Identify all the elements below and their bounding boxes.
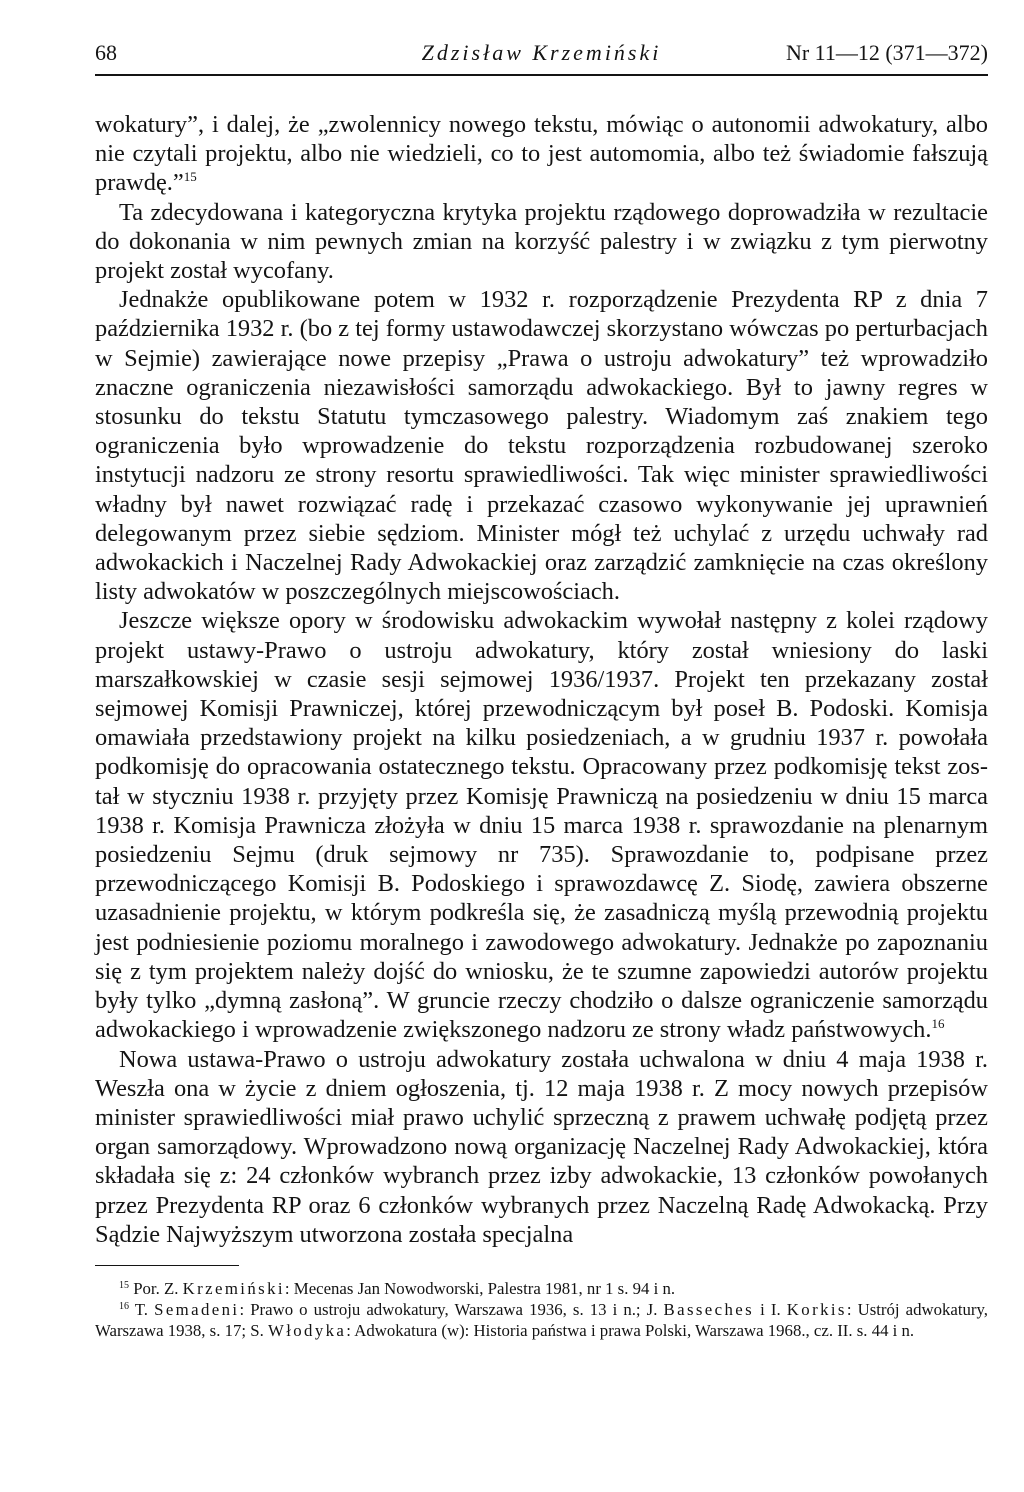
paragraph-1-text: wokatury”, i dalej, że „zwolennicy nowego tekstu, mówiąc o autonomii adwokatury, albo nie czytali projektu, albo nie wiedzieli, co to jest automomia, albo też świadomie fałszują prawdę.”	[95, 111, 988, 197]
running-head-author: Zdzisław Krzemiński	[421, 40, 662, 65]
footnote-16-text-2: i I.	[754, 1299, 787, 1319]
footnote-15-text: : Mecenas Jan Nowodworski, Palestra 1981, nr 1 s. 94 i n.	[284, 1278, 676, 1298]
footnote-16-author-3: Korkis	[786, 1299, 847, 1319]
paragraph-1	[95, 110, 988, 198]
footnote-ref-15[interactable]: 15	[183, 169, 197, 185]
footnote-16-number: 16	[119, 1300, 129, 1312]
footnote-rule	[95, 1265, 239, 1266]
footnote-16-text-1: : Prawo o ustroju adwokatury, Warszawa 1936, s. 13 i n.; J.	[239, 1299, 664, 1319]
footnote-16-author-1: Semadeni	[154, 1299, 240, 1319]
document-page	[95, 30, 988, 1341]
footnote-15-lead: Por. Z.	[133, 1278, 183, 1298]
footnotes	[95, 1278, 988, 1341]
paragraph-2: Ta zdecydowana i kategoryczna krytyka projektu rządowego doprowadziła w rezultacie do dokonania w nim pewnych zmian na korzyść palestry i w związku z tym pierwotny projekt został wycofany.	[95, 198, 988, 285]
footnote-15-number: 15	[119, 1279, 129, 1291]
issue-number: Nr 11—12 (371—372)	[785, 40, 988, 65]
footnote-16-author-2: Basseches	[663, 1299, 755, 1319]
body-text	[95, 110, 988, 1249]
footnote-16-text-3: : Ustrój adwokatury, Warszawa 1938, s. 17; S.	[95, 1299, 988, 1340]
paragraph-3: Jednakże opublikowane potem w 1932 r. rozporządzenie Prezydenta RP z dnia 7 października 1932 r. (bo z tej formy ustawodawczej skorzystano wówczas po perturbacjach w Sejmie) zawierające nowe przepisy „Prawa o ustroju adwokatury” też wprowadziło znaczne ograniczenia niezawisłości samorządu adwokackiego. Był to jawny regres w stosunku do tekstu Statutu tymczasowego palestry. Wiadomym zaś znakiem tego ograniczenia było wprowadzenie do tekstu rozporządzenia rozbudowanej szeroko instytucji nadzoru ze strony resortu sprawiedliwości. Tak więc minister sprawiedliwości władny był nawet rozwiązać radę i przekazać czasowo wykonywanie jej uprawnień delegowanym przez siebie sędziom. Minister mógł też uchylać z urzędu uchwały rad adwokackich i Naczelnej Rady Adwokackiej oraz zarządzić zamknięcie na czas określony listy adwokatów w poszczególnych miejscowościach.	[95, 286, 988, 606]
footnote-16-text-4: : Adwokatura (w): Historia państwa i prawa Polski, Warszawa 1968., cz. II. s. 44 i n.	[346, 1320, 915, 1340]
running-head	[95, 30, 988, 70]
footnote-15-author: Krzemiński	[182, 1278, 285, 1298]
footnote-ref-16[interactable]: 16	[931, 1016, 945, 1032]
footnote-16-lead: T.	[134, 1299, 155, 1319]
page-number: 68	[95, 40, 117, 65]
footnote-16-author-4: Włodyka	[267, 1320, 347, 1340]
footnote-15	[95, 1278, 988, 1299]
header-rule	[95, 74, 988, 76]
paragraph-4-text: Jeszcze większe opory w środowisku adwokackim wywołał następny z kolei rządowy projekt ustawy-Prawo o ustroju adwokatury, który został wniesiony do laski marszałkowskiej w czasie sesji sejmowej 1936/1937. Projekt ten przekazany został sejmowej Komisji Prawniczej, której przewodniczącym był poseł B. Podoski. Komisja omawiała przedstawiony projekt na kilku posiedzeniach, a w grudniu 1937 r. powołała podkomisję do opracowania ostatecznego tekstu. Opracowany przez podkomisję tekst został w styczniu 1938 r. przyjęty przez Komisję Prawniczą na posiedzeniu w dniu 15 marca 1938 r. Komisja Prawnicza złożyła w dniu 15 marca 1938 r. sprawozdanie na plenarnym posiedzeniu Sejmu (druk sejmowy nr 735). Sprawozdanie to, podpisane przez przewodniczącego Komisji B. Podoskiego i sprawozdawcę Z. Siodę, zawiera obszerne uzasadnienie projektu, w którym podkreśla się, że zasadniczą myślą przewodnią projektu jest podniesienie poziomu moralnego i zawodowego adwokatury. Jednakże po zapoznaniu się z tym projektem należy dojść do wniosku, że te szumne zapowiedzi autorów projektu były tylko „dymną zasłoną”. W gruncie rzeczy chodziło o dalsze ograniczenie samorządu adwokackiego i wprowadzenie zwiększonego nadzoru ze strony władz państwowych.	[95, 607, 988, 1044]
paragraph-4	[95, 606, 988, 1044]
paragraph-5: Nowa ustawa-Prawo o ustroju adwokatury została uchwalona w dniu 4 maja 1938 r. Weszła ona w życie z dniem ogłoszenia, tj. 12 maja 1938 r. Z mocy nowych przepisów minister sprawiedliwości miał prawo uchylić sprzeczną z prawem uchwałę podjętą przez organ samorządowy. Wprowadzono nową organizację Naczelnej Rady Adwokackiej, która składała się z: 24 członków wybranch przez izby adwokackie, 13 członków powołanych przez Prezydenta RP oraz 6 członków wybranych przez Naczelną Radę Adwokacką. Przy Sądzie Najwyższym utworzona została specjalna	[95, 1045, 988, 1248]
footnote-16	[95, 1299, 988, 1341]
